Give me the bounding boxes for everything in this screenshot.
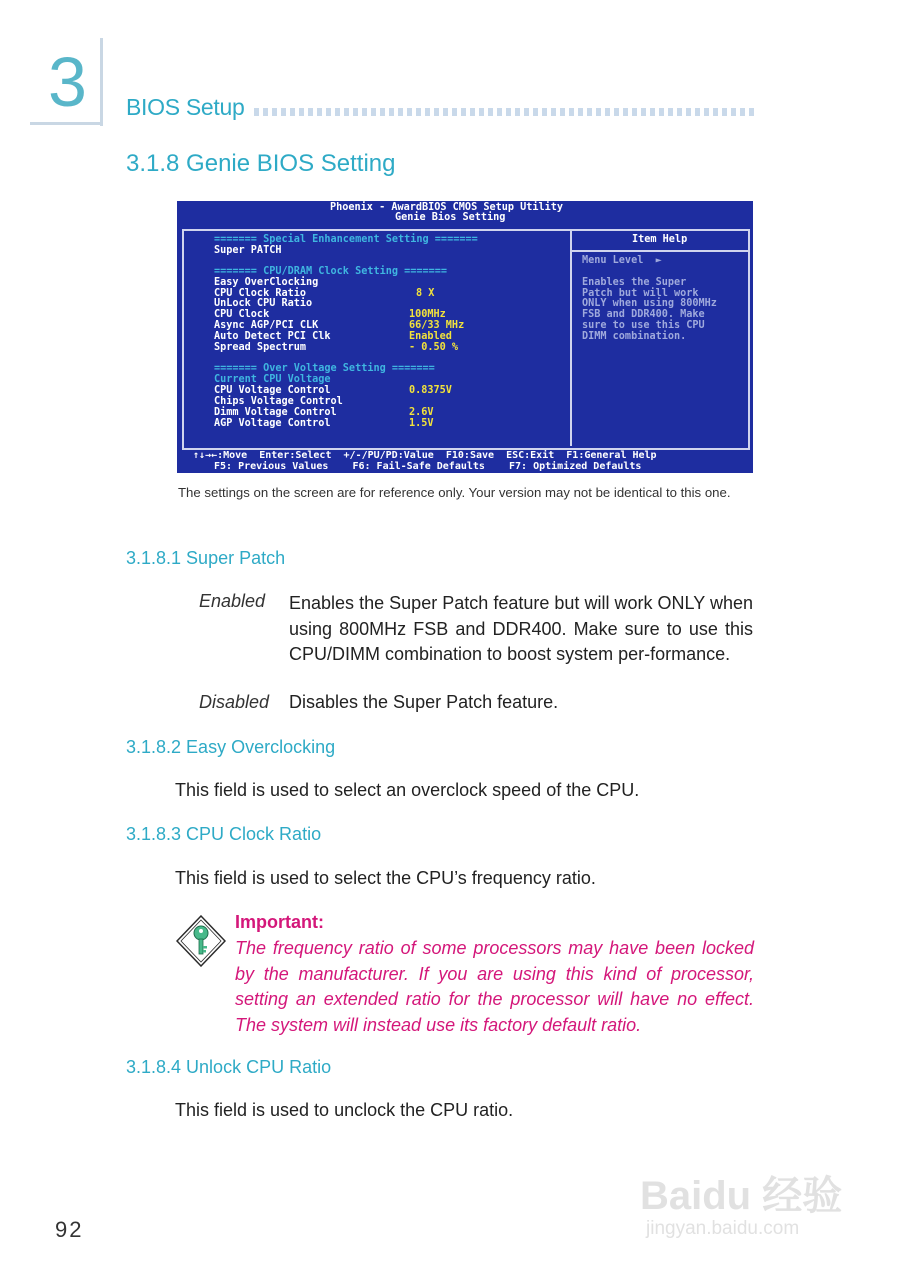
bios-divider xyxy=(570,229,572,446)
bios-help-line: Patch but will work xyxy=(582,288,699,299)
cpu-clock-ratio-text: This field is used to select the CPU’s frequency ratio. xyxy=(175,868,596,888)
bios-special-header: ======= Special Enhancement Setting ======= xyxy=(214,234,478,245)
bios-footer-defaults: F5: Previous Values F6: Fail-Safe Defaults F7: Optimized Defaults xyxy=(214,461,642,472)
bios-dimm-voltage-control[interactable]: Dimm Voltage Control xyxy=(214,407,337,418)
bios-auto-detect-value[interactable]: Enabled xyxy=(409,331,452,342)
bios-super-patch[interactable]: Super PATCH xyxy=(214,245,282,256)
bios-help-line: DIMM combination. xyxy=(582,331,687,342)
bios-help-rule xyxy=(572,250,748,252)
key-icon xyxy=(176,915,226,967)
bios-title: Phoenix - AwardBIOS CMOS Setup Utility xyxy=(330,202,564,213)
page-number: 92 xyxy=(55,1217,84,1242)
unlock-cpu-ratio-text: This field is used to unclock the CPU ratio. xyxy=(175,1100,514,1120)
bios-help-line: ONLY when using 800MHz xyxy=(582,298,717,309)
watermark-url: jingyan.baidu.com xyxy=(646,1218,800,1239)
bios-chips-voltage-control[interactable]: Chips Voltage Control xyxy=(214,396,343,407)
bios-over-voltage-header: ======= Over Voltage Setting ======= xyxy=(214,363,435,374)
bios-screen xyxy=(177,201,753,473)
cpu-clock-ratio-heading: 3.1.8.3 CPU Clock Ratio xyxy=(126,824,322,844)
easy-overclocking-heading: 3.1.8.2 Easy Overclocking xyxy=(126,737,336,757)
super-patch-disabled-description: Disables the Super Patch feature. xyxy=(289,692,559,712)
bios-cpu-voltage-control-value[interactable]: 0.8375V xyxy=(409,385,452,396)
baidu-watermark xyxy=(640,1140,850,1248)
super-patch-enabled-description: Enables the Super Patch feature but will work ONLY when using 800MHz FSB and DDR400. Make sure to use this CPU/DIMM combination to boost system per-formance. xyxy=(289,593,753,664)
bios-help-line: Enables the Super xyxy=(582,277,687,288)
chapter-number: 3 xyxy=(48,43,87,121)
super-patch-enabled-term: Enabled xyxy=(199,591,266,611)
watermark-logo: Baidu 经验 xyxy=(640,1174,843,1218)
bios-footer-keys: ↑↓→←:Move Enter:Select +/-/PU/PD:Value F10:Save ESC:Exit F1:General Help xyxy=(193,450,657,461)
chapter-title: BIOS Setup xyxy=(126,94,245,120)
bios-cpu-dram-header: ======= CPU/DRAM Clock Setting ======= xyxy=(214,266,448,277)
important-title: Important: xyxy=(235,912,324,932)
important-text: The frequency ratio of some processors may have been locked by the manufacturer. If you are using this kind of processor, setting an extended ratio for the processor will have no effect. The system will instead use its factory default ratio. xyxy=(235,938,754,1035)
bios-spread-spectrum[interactable]: Spread Spectrum xyxy=(214,342,307,353)
bios-agp-voltage-control-value[interactable]: 1.5V xyxy=(409,418,434,429)
bios-help-line: FSB and DDR400. Make xyxy=(582,309,705,320)
bios-cpu-clock-value[interactable]: 100MHz xyxy=(409,309,446,320)
bios-cpu-clock-ratio[interactable]: CPU Clock Ratio xyxy=(214,288,307,299)
super-patch-disabled-term: Disabled xyxy=(199,692,270,712)
figure-caption: The settings on the screen are for reference only. Your version may not be identical to this one. xyxy=(178,485,731,500)
bios-async-agp[interactable]: Async AGP/PCI CLK xyxy=(214,320,319,331)
chapter-horizontal-rule xyxy=(30,122,103,125)
bios-cpu-clock[interactable]: CPU Clock xyxy=(214,309,270,320)
bios-agp-voltage-control[interactable]: AGP Voltage Control xyxy=(214,418,331,429)
bios-cpu-voltage-control[interactable]: CPU Voltage Control xyxy=(214,385,331,396)
bios-help-line: sure to use this CPU xyxy=(582,320,705,331)
easy-overclocking-text: This field is used to select an overclock speed of the CPU. xyxy=(175,780,640,800)
bios-spread-spectrum-value[interactable]: - 0.50 % xyxy=(409,342,459,353)
chapter-badge xyxy=(30,38,106,126)
bios-auto-detect[interactable]: Auto Detect PCI Clk xyxy=(214,331,331,342)
chapter-vertical-rule xyxy=(100,38,103,126)
unlock-cpu-ratio-heading: 3.1.8.4 Unlock CPU Ratio xyxy=(126,1057,332,1077)
section-title: 3.1.8 Genie BIOS Setting xyxy=(126,150,396,177)
bios-easy-overclocking[interactable]: Easy OverClocking xyxy=(214,277,319,288)
super-patch-heading: 3.1.8.1 Super Patch xyxy=(126,548,286,568)
bios-dimm-voltage-control-value[interactable]: 2.6V xyxy=(409,407,434,418)
bios-current-cpu-voltage: Current CPU Voltage xyxy=(214,374,331,385)
bios-item-help-title: Item Help xyxy=(632,234,688,245)
bios-async-agp-value[interactable]: 66/33 MHz xyxy=(409,320,465,331)
bios-menu-level: Menu Level ► xyxy=(582,255,662,266)
bios-unlock-cpu-ratio[interactable]: UnLock CPU Ratio xyxy=(214,298,313,309)
bios-cpu-clock-ratio-value[interactable]: 8 X xyxy=(416,288,435,299)
bios-subtitle: Genie Bios Setting xyxy=(395,212,506,223)
header-dotted-rule xyxy=(254,108,754,116)
